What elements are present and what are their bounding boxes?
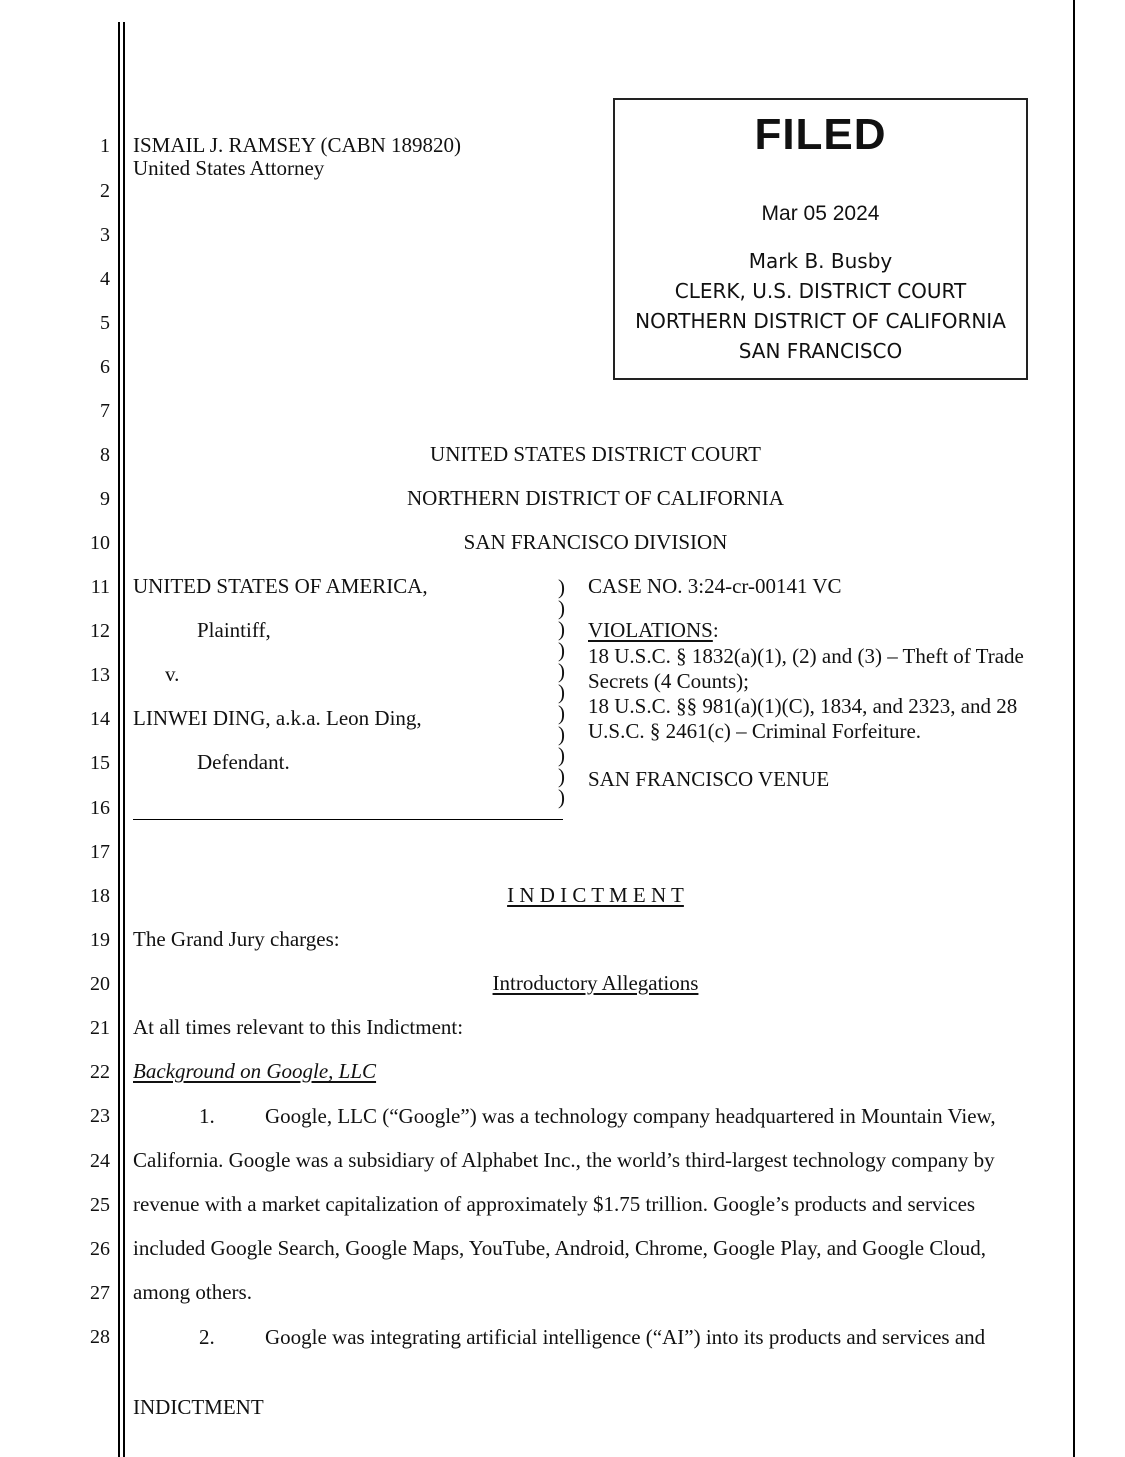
line-number: 13 [90, 664, 110, 686]
line-number: 4 [100, 268, 110, 290]
subheading: Background on Google, LLC [133, 1059, 377, 1083]
line-number: 20 [90, 973, 110, 995]
violations-colon: : [712, 618, 719, 642]
line-number: 19 [90, 929, 110, 951]
line-number: 17 [90, 841, 110, 863]
paragraph-line: California. Google was a subsidiary of Alphabet Inc., the world’s third-largest technology company by [133, 1148, 995, 1172]
paragraph-line: among others. [133, 1280, 252, 1304]
line-number: 14 [90, 708, 110, 730]
paragraph-line: included Google Search, Google Maps, YouTube, Android, Chrome, Google Play, and Google Cloud, [133, 1236, 986, 1260]
left-margin-rule-outer [118, 22, 120, 1457]
line-number: 25 [90, 1194, 110, 1216]
line-number: 3 [100, 224, 110, 246]
section-heading [133, 971, 1058, 996]
paragraph-line: Google, LLC (“Google”) was a technology company headquartered in Mountain View, [265, 1104, 996, 1128]
line-number: 8 [100, 444, 110, 466]
court-name: UNITED STATES DISTRICT COURT [430, 442, 761, 466]
violation-line: U.S.C. § 2461(c) – Criminal Forfeiture. [588, 719, 922, 743]
line-number: 12 [90, 620, 110, 642]
attorney-name: ISMAIL J. RAMSEY (CABN 189820) [133, 133, 462, 157]
section-heading-text: Introductory Allegations [492, 971, 699, 995]
line-number: 11 [90, 576, 110, 598]
venue: SAN FRANCISCO VENUE [588, 767, 830, 791]
attorney-title: United States Attorney [133, 156, 325, 180]
paragraph-line: revenue with a market capitalization of approximately $1.75 trillion. Google’s products and services [133, 1192, 976, 1216]
paragraph-number: 1. [199, 1104, 215, 1128]
line-number: 6 [100, 356, 110, 378]
violations-label: VIOLATIONS [588, 618, 713, 642]
defendant-name: LINWEI DING, a.k.a. Leon Ding, [133, 706, 422, 730]
stamp-city: SAN FRANCISCO [738, 339, 903, 363]
line-number: 10 [90, 532, 110, 554]
violation-line: 18 U.S.C. § 1832(a)(1), (2) and (3) – Theft of Trade [588, 644, 1024, 668]
paragraph-line: Google was integrating artificial intelligence (“AI”) into its products and services and [265, 1325, 986, 1349]
line-number: 7 [100, 400, 110, 422]
document-heading: I N D I C T M E N T [507, 883, 684, 907]
right-margin-rule [1073, 0, 1075, 1457]
line-number: 24 [90, 1150, 110, 1172]
stamp-date: Mar 05 2024 [761, 202, 880, 225]
filed-stamp [613, 98, 1028, 380]
case-number: CASE NO. 3:24-cr-00141 VC [588, 574, 842, 598]
stamp-filed-label: FILED [754, 110, 887, 159]
caption-parentheses: ) ) ) ) ) ) ) ) ) ) ) [558, 575, 565, 809]
stamp-clerk-title: CLERK, U.S. DISTRICT COURT [674, 279, 967, 303]
paragraph-number: 2. [199, 1325, 215, 1349]
line-number: 5 [100, 312, 110, 334]
line-number: 28 [90, 1326, 110, 1348]
caption-signature-line [133, 819, 563, 820]
plaintiff-name: UNITED STATES OF AMERICA, [133, 574, 428, 598]
line-number: 22 [90, 1061, 110, 1083]
stamp-clerk-name: Mark B. Busby [748, 249, 893, 273]
defendant-role: Defendant. [197, 750, 290, 774]
violations-heading [588, 618, 719, 643]
line-number: 1 [100, 135, 110, 157]
court-district: NORTHERN DISTRICT OF CALIFORNIA [407, 486, 784, 510]
left-margin-rule-inner [123, 22, 125, 1457]
court-division: SAN FRANCISCO DIVISION [463, 530, 728, 554]
plaintiff-role: Plaintiff, [197, 618, 271, 642]
relevant-times: At all times relevant to this Indictment: [133, 1015, 464, 1039]
line-number: 27 [90, 1282, 110, 1304]
line-number: 15 [90, 752, 110, 774]
versus: v. [165, 662, 180, 686]
line-number: 16 [90, 797, 110, 819]
violation-line: 18 U.S.C. §§ 981(a)(1)(C), 1834, and 2323, and 28 [588, 694, 1018, 718]
grand-jury-charges: The Grand Jury charges: [133, 927, 340, 951]
line-number: 26 [90, 1238, 110, 1260]
line-number: 21 [90, 1017, 110, 1039]
line-number: 23 [90, 1105, 110, 1127]
stamp-district: NORTHERN DISTRICT OF CALIFORNIA [635, 309, 1006, 333]
line-number: 18 [90, 885, 110, 907]
footer-title: INDICTMENT [133, 1395, 264, 1419]
line-number: 9 [100, 488, 110, 510]
violation-line: Secrets (4 Counts); [588, 669, 749, 693]
line-number: 2 [100, 180, 110, 202]
